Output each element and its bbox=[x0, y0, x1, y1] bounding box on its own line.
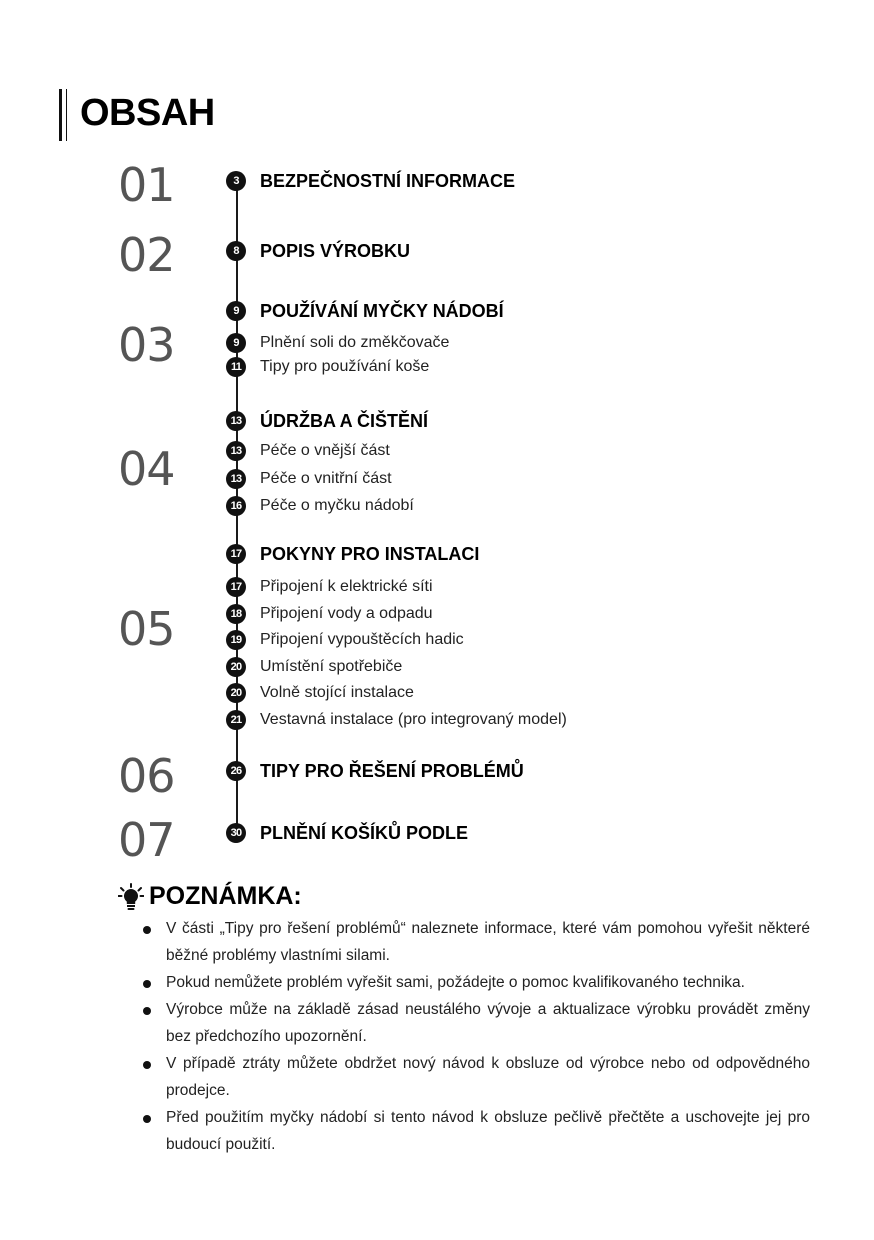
title-accent-bar bbox=[59, 89, 67, 141]
section-number: 02 bbox=[118, 228, 175, 282]
subentry-title: Péče o vnější část bbox=[260, 442, 390, 459]
section-number: 03 bbox=[118, 318, 175, 372]
page-number-badge: 11 bbox=[226, 357, 246, 377]
bullet-icon bbox=[143, 1115, 151, 1123]
bullet-icon bbox=[143, 926, 151, 934]
subentry-title: Připojení vody a odpadu bbox=[260, 605, 433, 622]
note-item bbox=[140, 1050, 810, 1104]
note-text: V části „Tipy pro řešení problémů“ naleznete informace, které vám pomohou vyřešit některé běžné problémy vlastními silami. bbox=[166, 920, 810, 964]
page-number-badge: 3 bbox=[226, 171, 246, 191]
toc-chapter-entry[interactable] bbox=[226, 761, 826, 783]
bullet-icon bbox=[143, 1007, 151, 1015]
chapter-title: POPIS VÝROBKU bbox=[260, 241, 411, 261]
lightbulb-icon bbox=[118, 883, 144, 911]
page-number-badge: 13 bbox=[226, 411, 246, 431]
subentry-title: Vestavná instalace (pro integrovaný model) bbox=[260, 711, 567, 728]
note-title: POZNÁMKA: bbox=[149, 882, 302, 910]
bullet-icon bbox=[143, 980, 151, 988]
note-item bbox=[140, 915, 810, 969]
section-number: 05 bbox=[118, 602, 175, 656]
toc-subentry[interactable] bbox=[226, 604, 826, 626]
toc-subentry[interactable] bbox=[226, 441, 826, 463]
chapter-title: POKYNY PRO INSTALACI bbox=[260, 544, 480, 564]
toc-chapter-entry[interactable] bbox=[226, 301, 826, 323]
page-number-badge: 9 bbox=[226, 301, 246, 321]
subentry-title: Připojení k elektrické síti bbox=[260, 578, 433, 595]
subentry-title: Umístění spotřebiče bbox=[260, 658, 403, 675]
toc-subentry[interactable] bbox=[226, 469, 826, 491]
toc-subentry[interactable] bbox=[226, 657, 826, 679]
chapter-title: TIPY PRO ŘEŠENÍ PROBLÉMŮ bbox=[260, 761, 524, 781]
subentry-title: Volně stojící instalace bbox=[260, 684, 414, 701]
subentry-title: Připojení vypouštěcích hadic bbox=[260, 631, 464, 648]
toc-subentry[interactable] bbox=[226, 357, 826, 379]
toc-chapter-entry[interactable] bbox=[226, 544, 826, 566]
page-number-badge: 13 bbox=[226, 441, 246, 461]
note-list bbox=[140, 915, 810, 1158]
note-text: Výrobce může na základě zásad neustálého vývoje a aktualizace výrobku provádět změny bez předchozího upozornění. bbox=[166, 1001, 810, 1045]
subentry-title: Péče o myčku nádobí bbox=[260, 497, 414, 514]
toc-chapter-entry[interactable] bbox=[226, 823, 826, 845]
toc-subentry[interactable] bbox=[226, 710, 826, 732]
subentry-title: Tipy pro používání koše bbox=[260, 358, 430, 375]
page-number-badge: 21 bbox=[226, 710, 246, 730]
toc-subentry[interactable] bbox=[226, 496, 826, 518]
note-text: Pokud nemůžete problém vyřešit sami, požádejte o pomoc kvalifikovaného technika. bbox=[166, 974, 745, 991]
note-item bbox=[140, 996, 810, 1050]
page-number-badge: 18 bbox=[226, 604, 246, 624]
page-number-badge: 20 bbox=[226, 657, 246, 677]
subentry-title: Plnění soli do změkčovače bbox=[260, 334, 450, 351]
note-text: Před použitím myčky nádobí si tento návod k obsluze pečlivě přečtěte a uschovejte jej pro budoucí použití. bbox=[166, 1109, 810, 1153]
chapter-title: PLNĚNÍ KOŠÍKŮ PODLE bbox=[260, 823, 469, 843]
page-number-badge: 20 bbox=[226, 683, 246, 703]
toc-subentry[interactable] bbox=[226, 333, 826, 355]
page-number-badge: 19 bbox=[226, 630, 246, 650]
section-number: 07 bbox=[118, 813, 175, 867]
section-number: 04 bbox=[118, 442, 175, 496]
chapter-title: ÚDRŽBA A ČIŠTĚNÍ bbox=[260, 411, 428, 431]
bullet-icon bbox=[143, 1061, 151, 1069]
toc-chapter-entry[interactable] bbox=[226, 411, 826, 433]
toc-chapter-entry[interactable] bbox=[226, 241, 826, 263]
note-text: V případě ztráty můžete obdržet nový návod k obsluze od výrobce nebo od odpovědného prodejce. bbox=[166, 1055, 810, 1099]
page-number-badge: 17 bbox=[226, 577, 246, 597]
page-title: OBSAH bbox=[80, 92, 215, 134]
toc-chapter-entry[interactable] bbox=[226, 171, 826, 193]
section-number: 06 bbox=[118, 749, 175, 803]
chapter-title: BEZPEČNOSTNÍ INFORMACE bbox=[260, 171, 516, 191]
page-number-badge: 16 bbox=[226, 496, 246, 516]
page-number-badge: 26 bbox=[226, 761, 246, 781]
page-number-badge: 8 bbox=[226, 241, 246, 261]
page-number-badge: 13 bbox=[226, 469, 246, 489]
toc-subentry[interactable] bbox=[226, 630, 826, 652]
note-item bbox=[140, 969, 810, 996]
chapter-title: POUŽÍVÁNÍ MYČKY NÁDOBÍ bbox=[260, 301, 504, 321]
toc-subentry[interactable] bbox=[226, 683, 826, 705]
section-number: 01 bbox=[118, 158, 175, 212]
subentry-title: Péče o vnitřní část bbox=[260, 470, 392, 487]
page-number-badge: 17 bbox=[226, 544, 246, 564]
page-number-badge: 9 bbox=[226, 333, 246, 353]
toc-subentry[interactable] bbox=[226, 577, 826, 599]
note-item bbox=[140, 1104, 810, 1158]
page-number-badge: 30 bbox=[226, 823, 246, 843]
